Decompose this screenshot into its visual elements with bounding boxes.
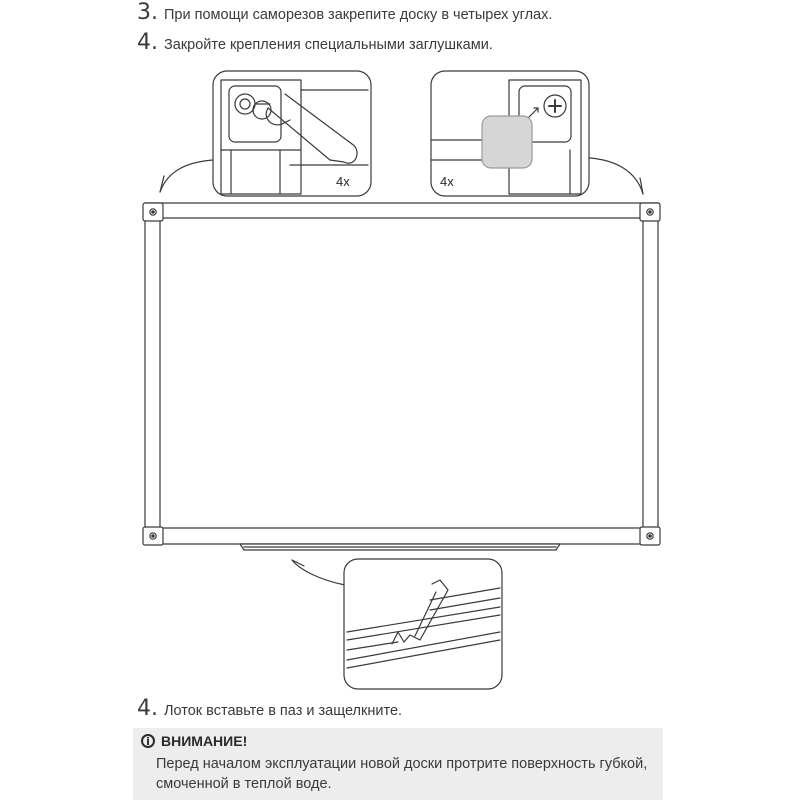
warning-title — [141, 733, 247, 749]
screw-count-label: 4x — [336, 174, 350, 189]
step-3-text: При помощи саморезов закрепите доску в четырех углах. — [164, 7, 553, 23]
marker-tray — [240, 544, 560, 550]
step-4-tray-text: Лоток вставьте в паз и защелкните. — [164, 703, 403, 719]
corner-bracket-bottom-right — [640, 527, 660, 545]
warning-box — [133, 728, 663, 800]
step-4-tray — [137, 696, 402, 721]
info-circle-icon: i — [141, 734, 155, 748]
cap-plug — [482, 116, 532, 168]
step-4-tray-number: 4. — [137, 696, 158, 721]
callout-screw-detail — [160, 71, 371, 196]
corner-bracket-top-right — [640, 203, 660, 221]
step-4-caps-number: 4. — [137, 30, 158, 55]
callout-cap-detail — [431, 71, 643, 196]
warning-title-text: ВНИМАНИЕ! — [161, 733, 248, 749]
cap-count-label: 4x — [440, 174, 454, 189]
whiteboard — [143, 203, 660, 550]
callout-tray-detail — [292, 559, 502, 689]
corner-bracket-top-left — [143, 203, 163, 221]
warning-text: Перед началом эксплуатации новой доски протрите поверхность губкой, смоченной в теплой воде. — [156, 756, 648, 792]
step-3-number: 3. — [137, 0, 158, 25]
step-4-caps-text: Закройте крепления специальными заглушками. — [164, 37, 493, 53]
corner-bracket-bottom-left — [143, 527, 163, 545]
